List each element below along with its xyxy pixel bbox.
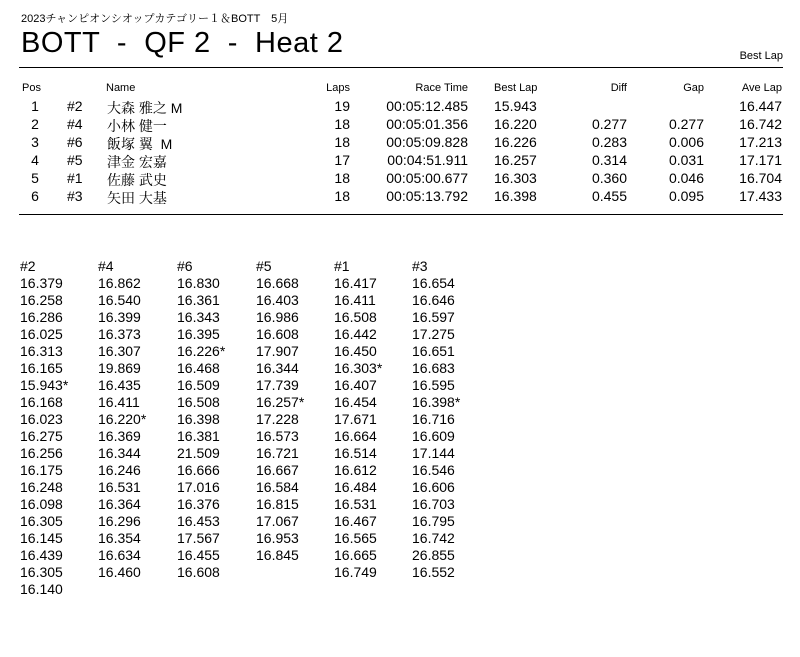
lap-time-cell: 16.442 bbox=[334, 326, 377, 342]
lap-time-cell: 16.467 bbox=[334, 513, 377, 529]
lap-time-cell: 17.739 bbox=[256, 377, 299, 393]
lap-time-cell: 16.399 bbox=[98, 309, 141, 325]
lap-column-header: #3 bbox=[412, 258, 428, 274]
laps-cell: 18 bbox=[334, 116, 350, 132]
lap-column bbox=[177, 258, 225, 581]
kart-number-cell: #1 bbox=[67, 170, 83, 186]
lap-time-cell: 16.508 bbox=[177, 394, 220, 410]
lap-time-cell: 16.608 bbox=[256, 326, 299, 342]
best-lap-label: Best Lap bbox=[739, 50, 783, 62]
lap-column bbox=[20, 258, 68, 598]
lap-time-cell: 16.595 bbox=[412, 377, 455, 393]
lap-time-cell: 16.407 bbox=[334, 377, 377, 393]
lap-time-cell: 16.646 bbox=[412, 292, 455, 308]
best-lap-cell: 16.257 bbox=[494, 152, 537, 168]
best-lap-cell: 16.226 bbox=[494, 134, 537, 150]
gap-cell: 0.095 bbox=[668, 188, 704, 204]
lap-time-cell: 16.565 bbox=[334, 530, 377, 546]
table-row bbox=[0, 98, 800, 116]
lap-time-cell: 17.671 bbox=[334, 411, 377, 427]
ave-lap-cell: 16.447 bbox=[739, 98, 782, 114]
lap-time-cell: 16.531 bbox=[98, 479, 141, 495]
lap-time-cell: 16.514 bbox=[334, 445, 377, 461]
lap-time-cell: 16.742 bbox=[412, 530, 455, 546]
race-time-cell: 00:05:13.792 bbox=[386, 188, 468, 204]
race-time-cell: 00:05:12.485 bbox=[386, 98, 468, 114]
lap-time-cell: 16.226* bbox=[177, 343, 226, 359]
lap-time-cell: 16.862 bbox=[98, 275, 141, 291]
lap-time-cell: 16.381 bbox=[177, 428, 220, 444]
col-race-time: Race Time bbox=[415, 82, 468, 94]
lap-time-cell: 17.016 bbox=[177, 479, 220, 495]
pos-cell: 3 bbox=[31, 134, 39, 150]
kart-number-cell: #2 bbox=[67, 98, 83, 114]
ave-lap-cell: 17.213 bbox=[739, 134, 782, 150]
lap-time-cell: 16.439 bbox=[20, 547, 63, 563]
table-row bbox=[0, 134, 800, 152]
lap-time-cell: 16.286 bbox=[20, 309, 63, 325]
race-time-cell: 00:05:00.677 bbox=[386, 170, 468, 186]
lap-time-cell: 16.450 bbox=[334, 343, 377, 359]
lap-time-cell: 16.552 bbox=[412, 564, 455, 580]
lap-time-cell: 16.546 bbox=[412, 462, 455, 478]
page-title: BOTT - QF 2 - Heat 2 bbox=[21, 27, 344, 59]
lap-time-cell: 16.815 bbox=[256, 496, 299, 512]
lap-time-cell: 16.703 bbox=[412, 496, 455, 512]
lap-time-cell: 16.305 bbox=[20, 564, 63, 580]
best-lap-cell: 16.303 bbox=[494, 170, 537, 186]
lap-time-cell: 16.651 bbox=[412, 343, 455, 359]
lap-time-cell: 16.296 bbox=[98, 513, 141, 529]
lap-time-cell: 16.373 bbox=[98, 326, 141, 342]
lap-time-cell: 16.257* bbox=[256, 394, 305, 410]
kart-number-cell: #6 bbox=[67, 134, 83, 150]
lap-column bbox=[256, 258, 304, 564]
driver-name-cell: 矢田 大基 bbox=[107, 190, 167, 206]
lap-time-cell: 16.303* bbox=[334, 360, 383, 376]
lap-time-cell: 16.721 bbox=[256, 445, 299, 461]
table-row bbox=[0, 152, 800, 170]
ave-lap-cell: 16.742 bbox=[739, 116, 782, 132]
kart-number-cell: #3 bbox=[67, 188, 83, 204]
lap-time-cell: 16.654 bbox=[412, 275, 455, 291]
pos-cell: 6 bbox=[31, 188, 39, 204]
laps-cell: 18 bbox=[334, 170, 350, 186]
lap-time-cell: 16.435 bbox=[98, 377, 141, 393]
lap-time-cell: 16.417 bbox=[334, 275, 377, 291]
lap-time-cell: 16.307 bbox=[98, 343, 141, 359]
lap-time-cell: 17.228 bbox=[256, 411, 299, 427]
lap-time-cell: 16.683 bbox=[412, 360, 455, 376]
driver-name-cell: 津金 宏嘉 bbox=[107, 154, 167, 170]
lap-time-cell: 16.354 bbox=[98, 530, 141, 546]
lap-time-cell: 16.454 bbox=[334, 394, 377, 410]
lap-time-cell: 16.668 bbox=[256, 275, 299, 291]
lap-time-cell: 16.606 bbox=[412, 479, 455, 495]
lap-time-cell: 16.597 bbox=[412, 309, 455, 325]
pos-cell: 1 bbox=[31, 98, 39, 114]
lap-column-header: #6 bbox=[177, 258, 193, 274]
lap-column-header: #4 bbox=[98, 258, 114, 274]
col-gap: Gap bbox=[683, 82, 704, 94]
lap-time-cell: 16.455 bbox=[177, 547, 220, 563]
lap-time-cell: 16.343 bbox=[177, 309, 220, 325]
lap-time-cell: 16.634 bbox=[98, 547, 141, 563]
race-time-cell: 00:05:09.828 bbox=[386, 134, 468, 150]
best-lap-cell: 15.943 bbox=[494, 98, 537, 114]
lap-time-cell: 16.398* bbox=[412, 394, 461, 410]
table-row bbox=[0, 116, 800, 134]
lap-time-cell: 16.344 bbox=[98, 445, 141, 461]
gap-cell: 0.006 bbox=[668, 134, 704, 150]
lap-time-cell: 16.369 bbox=[98, 428, 141, 444]
lap-time-cell: 16.716 bbox=[412, 411, 455, 427]
lap-time-cell: 16.665 bbox=[334, 547, 377, 563]
lap-column-header: #5 bbox=[256, 258, 272, 274]
lap-time-cell: 17.907 bbox=[256, 343, 299, 359]
lap-time-cell: 16.361 bbox=[177, 292, 220, 308]
table-row bbox=[0, 170, 800, 188]
lap-time-cell: 16.145 bbox=[20, 530, 63, 546]
lap-time-cell: 16.246 bbox=[98, 462, 141, 478]
driver-name-cell: 佐藤 武史 bbox=[107, 172, 167, 188]
best-lap-cell: 16.398 bbox=[494, 188, 537, 204]
lap-time-cell: 16.953 bbox=[256, 530, 299, 546]
lap-time-cell: 16.305 bbox=[20, 513, 63, 529]
col-best-lap: Best Lap bbox=[494, 82, 538, 94]
lap-time-cell: 16.376 bbox=[177, 496, 220, 512]
lap-time-cell: 16.168 bbox=[20, 394, 63, 410]
laps-cell: 17 bbox=[334, 152, 350, 168]
laps-cell: 18 bbox=[334, 188, 350, 204]
lap-time-cell: 16.667 bbox=[256, 462, 299, 478]
lap-time-cell: 16.364 bbox=[98, 496, 141, 512]
lap-time-cell: 16.403 bbox=[256, 292, 299, 308]
lap-time-cell: 16.453 bbox=[177, 513, 220, 529]
col-pos: Pos bbox=[22, 82, 41, 94]
lap-time-cell: 16.608 bbox=[177, 564, 220, 580]
lap-time-cell: 16.609 bbox=[412, 428, 455, 444]
header-divider bbox=[19, 67, 783, 68]
lap-time-cell: 17.275 bbox=[412, 326, 455, 342]
lap-time-cell: 19.869 bbox=[98, 360, 141, 376]
lap-time-cell: 16.098 bbox=[20, 496, 63, 512]
race-time-cell: 00:05:01.356 bbox=[386, 116, 468, 132]
lap-time-cell: 16.460 bbox=[98, 564, 141, 580]
lap-time-cell: 16.584 bbox=[256, 479, 299, 495]
col-diff: Diff bbox=[610, 82, 627, 94]
lap-time-cell: 16.845 bbox=[256, 547, 299, 563]
col-name: Name bbox=[106, 82, 136, 94]
lap-time-cell: 16.379 bbox=[20, 275, 63, 291]
lap-column-header: #2 bbox=[20, 258, 36, 274]
lap-time-cell: 16.023 bbox=[20, 411, 63, 427]
lap-time-cell: 21.509 bbox=[177, 445, 220, 461]
lap-time-cell: 16.256 bbox=[20, 445, 63, 461]
lap-time-cell: 16.612 bbox=[334, 462, 377, 478]
driver-name-cell: 大森 雅之 M bbox=[107, 100, 183, 116]
gap-cell: 0.277 bbox=[668, 116, 704, 132]
event-subtitle: 2023チャンピオンシオップカテゴリー１＆BOTT 5月 bbox=[21, 13, 289, 25]
lap-time-cell: 17.567 bbox=[177, 530, 220, 546]
kart-number-cell: #4 bbox=[67, 116, 83, 132]
diff-cell: 0.283 bbox=[591, 134, 627, 150]
pos-cell: 4 bbox=[31, 152, 39, 168]
diff-cell: 0.455 bbox=[591, 188, 627, 204]
gap-cell: 0.046 bbox=[668, 170, 704, 186]
diff-cell: 0.360 bbox=[591, 170, 627, 186]
lap-column bbox=[98, 258, 146, 581]
gap-cell: 0.031 bbox=[668, 152, 704, 168]
lap-time-cell: 16.275 bbox=[20, 428, 63, 444]
diff-cell: 0.314 bbox=[591, 152, 627, 168]
lap-time-cell: 16.344 bbox=[256, 360, 299, 376]
lap-column-header: #1 bbox=[334, 258, 350, 274]
lap-time-cell: 16.666 bbox=[177, 462, 220, 478]
lap-time-cell: 15.943* bbox=[20, 377, 69, 393]
lap-time-cell: 16.795 bbox=[412, 513, 455, 529]
lap-time-cell: 16.395 bbox=[177, 326, 220, 342]
race-time-cell: 00:04:51.911 bbox=[387, 152, 468, 168]
table-row bbox=[0, 188, 800, 206]
lap-time-cell: 17.067 bbox=[256, 513, 299, 529]
ave-lap-cell: 17.433 bbox=[739, 188, 782, 204]
lap-time-cell: 16.573 bbox=[256, 428, 299, 444]
lap-time-cell: 16.749 bbox=[334, 564, 377, 580]
lap-time-cell: 16.248 bbox=[20, 479, 63, 495]
laps-cell: 18 bbox=[334, 134, 350, 150]
lap-time-cell: 16.508 bbox=[334, 309, 377, 325]
lap-time-cell: 16.025 bbox=[20, 326, 63, 342]
col-laps: Laps bbox=[326, 82, 350, 94]
pos-cell: 2 bbox=[31, 116, 39, 132]
lap-time-cell: 17.144 bbox=[412, 445, 455, 461]
lap-time-cell: 16.398 bbox=[177, 411, 220, 427]
ave-lap-cell: 16.704 bbox=[739, 170, 782, 186]
lap-time-cell: 16.313 bbox=[20, 343, 63, 359]
kart-number-cell: #5 bbox=[67, 152, 83, 168]
lap-time-cell: 16.258 bbox=[20, 292, 63, 308]
lap-time-cell: 16.140 bbox=[20, 581, 63, 597]
driver-name-cell: 飯塚 翼 M bbox=[107, 136, 173, 152]
pos-cell: 5 bbox=[31, 170, 39, 186]
lap-time-cell: 26.855 bbox=[412, 547, 455, 563]
laps-cell: 19 bbox=[334, 98, 350, 114]
lap-time-cell: 16.986 bbox=[256, 309, 299, 325]
results-divider bbox=[19, 214, 783, 215]
lap-time-cell: 16.468 bbox=[177, 360, 220, 376]
lap-time-cell: 16.531 bbox=[334, 496, 377, 512]
best-lap-cell: 16.220 bbox=[494, 116, 537, 132]
lap-time-cell: 16.220* bbox=[98, 411, 147, 427]
lap-time-cell: 16.664 bbox=[334, 428, 377, 444]
lap-time-cell: 16.830 bbox=[177, 275, 220, 291]
lap-column bbox=[334, 258, 382, 581]
diff-cell: 0.277 bbox=[591, 116, 627, 132]
driver-name-cell: 小林 健一 bbox=[107, 118, 167, 134]
ave-lap-cell: 17.171 bbox=[739, 152, 782, 168]
col-ave-lap: Ave Lap bbox=[741, 82, 782, 94]
lap-time-cell: 16.411 bbox=[98, 394, 140, 410]
lap-time-cell: 16.165 bbox=[20, 360, 63, 376]
lap-time-cell: 16.540 bbox=[98, 292, 141, 308]
lap-time-cell: 16.175 bbox=[20, 462, 63, 478]
lap-time-cell: 16.484 bbox=[334, 479, 377, 495]
lap-column bbox=[412, 258, 460, 581]
lap-time-cell: 16.411 bbox=[334, 292, 376, 308]
lap-time-cell: 16.509 bbox=[177, 377, 220, 393]
